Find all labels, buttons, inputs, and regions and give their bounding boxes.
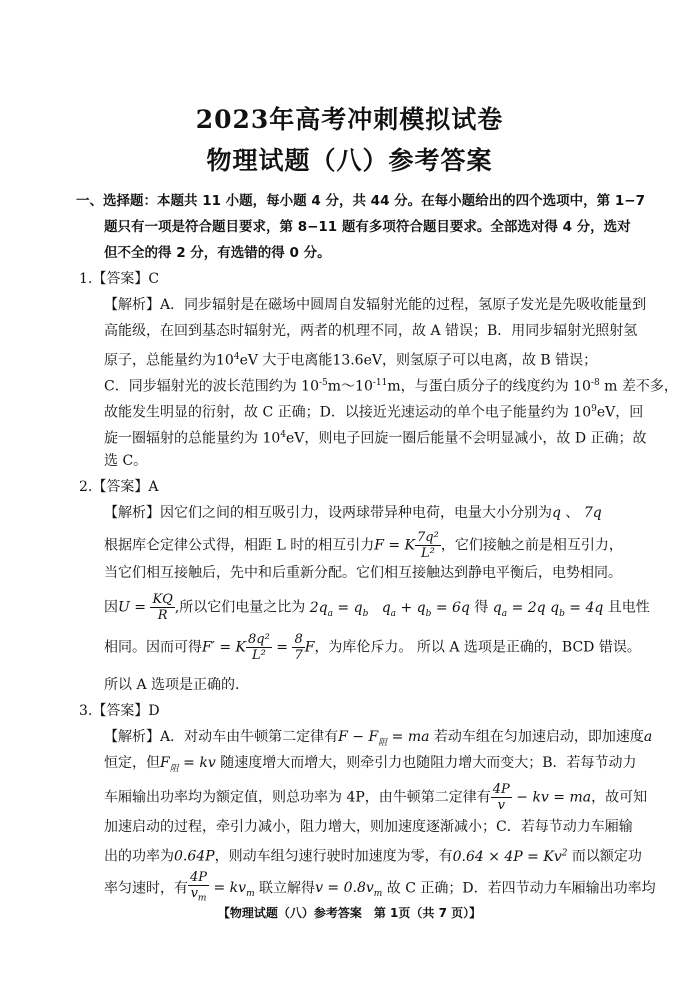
- section-intro-line-1: 一、选择题：本题共 11 小题，每小题 4 分，共 44 分。在每小题给出的四个选项中，第 1−7: [76, 193, 645, 209]
- q2-analysis-line-5: 相同。因而可得F′ = K $\frac{\text{8q²}}{\text{L²}}$ = $\frac{8}{7}$ F，为库伦斥力。 所以 A 选项是正确的，BCD 错误。: [104, 632, 641, 663]
- q2-analysis-line-2: 根据库仑定律公式得，相距 L 时的相互引力F = K $\frac{\text{7q²}}{\text{L²}}$ ，它们接触之前是相互引力，: [104, 530, 623, 561]
- q3-analysis-line-4: 加速启动的过程，牵引力减小，阻力增大，则加速度逐渐减小；C．若每节动力车厢输: [104, 819, 633, 835]
- q1-analysis-line-5: 故能发生明显的衍射，故 C 正确；D．以接近光速运动的单个电子能量约为 $10^9eV$，回: [104, 404, 644, 421]
- q2-analysis-line-4: 因U = $\frac{KQ}{R}$ ,所以它们电量之比为 $2q_a = q_b$ $q_a + q_b = 6q$ 得 $q_a = 2q$ $q_b = 4q$ 且电性: [104, 592, 650, 623]
- q3-answer: 3.【答案】D: [79, 703, 160, 719]
- q3-analysis-line-2: 恒定，但$F_阻$ = kv 随速度增大而增大，则牵引力也随阻力增大而变大；B．若每节动力: [104, 755, 637, 774]
- section-intro-line-3: 但不全的得 2 分，有选错的得 0 分。: [104, 245, 331, 261]
- q1-analysis-line-2: 高能级，在回到基态时辐射光，两者的机理不同，故 A 错误；B．用同步辐射光照射氢: [104, 323, 638, 339]
- q2-analysis-line-6: 所以 A 选项是正确的.: [104, 677, 240, 693]
- q1-answer: 1.【答案】C: [79, 271, 160, 287]
- q3-analysis-line-5: 出的功率为0.64P，则动车组匀速行驶时加速度为零，有$0.64 \times 4P = Kv^2$ 而以额定功: [104, 848, 642, 865]
- page-footer: 【物理试题（八）参考答案 第 1页（共 7 页）】: [217, 906, 482, 920]
- document-subtitle: 物理试题（八）参考答案: [206, 146, 493, 175]
- q2-analysis-line-1: 【解析】因它们之间的相互吸引力，设两球带异种电荷，电量大小分别为q 、 7q: [104, 505, 602, 521]
- q2-answer: 2.【答案】A: [79, 479, 159, 495]
- q2-analysis-line-3: 当它们相互接触后，先中和后重新分配。它们相互接触达到静电平衡后，电势相同。: [104, 565, 622, 581]
- q1-analysis-line-6: 旋一圈辐射的总能量约为 $10^4eV$，则电子回旋一圈后能量不会明显减小，故 D 正确；故: [104, 430, 647, 447]
- q1-analysis-line-3: 原子，总能量约为$10^4eV$ 大于电离能13.6eV，则氢原子可以电离，故 B 错误；: [104, 352, 598, 369]
- q1-analysis-line-4: C．同步辐射光的波长范围约为 $10^{-5}m\sim 10^{-11}m$，与蛋白质分子的线度约为 $10^{-8}$ m 差不多，: [104, 378, 678, 395]
- q3-analysis-line-3: 车厢输出功率均为额定值，则总功率为 4P，由牛顿第二定律有 $\frac{4P}{v}$ − kv = ma，故可知: [104, 782, 648, 813]
- q1-analysis-line-1: 【解析】A．同步辐射是在磁场中圆周自发辐射光能的过程，氢原子发光是先吸收能量到: [104, 297, 647, 313]
- q1-analysis-line-7: 选 C。: [104, 453, 148, 469]
- q3-analysis-line-1: 【解析】A．对动车由牛顿第二定律有$F - F_阻$ = ma 若动车组在匀加速启动，即加速度a: [104, 729, 653, 748]
- document-title: 2023年高考冲刺模拟试卷: [195, 105, 504, 134]
- q3-analysis-line-6: 率匀速时，有 $\frac{4P}{v_m}$ = $kv_m$ 联立解得$v = 0.8v_m$ 故 C 正确；D．若四节动力车厢输出功率均: [104, 870, 656, 904]
- section-intro-line-2: 题只有一项是符合题目要求，第 8−11 题有多项符合题目要求。全部选对得 4 分，选对: [104, 219, 631, 235]
